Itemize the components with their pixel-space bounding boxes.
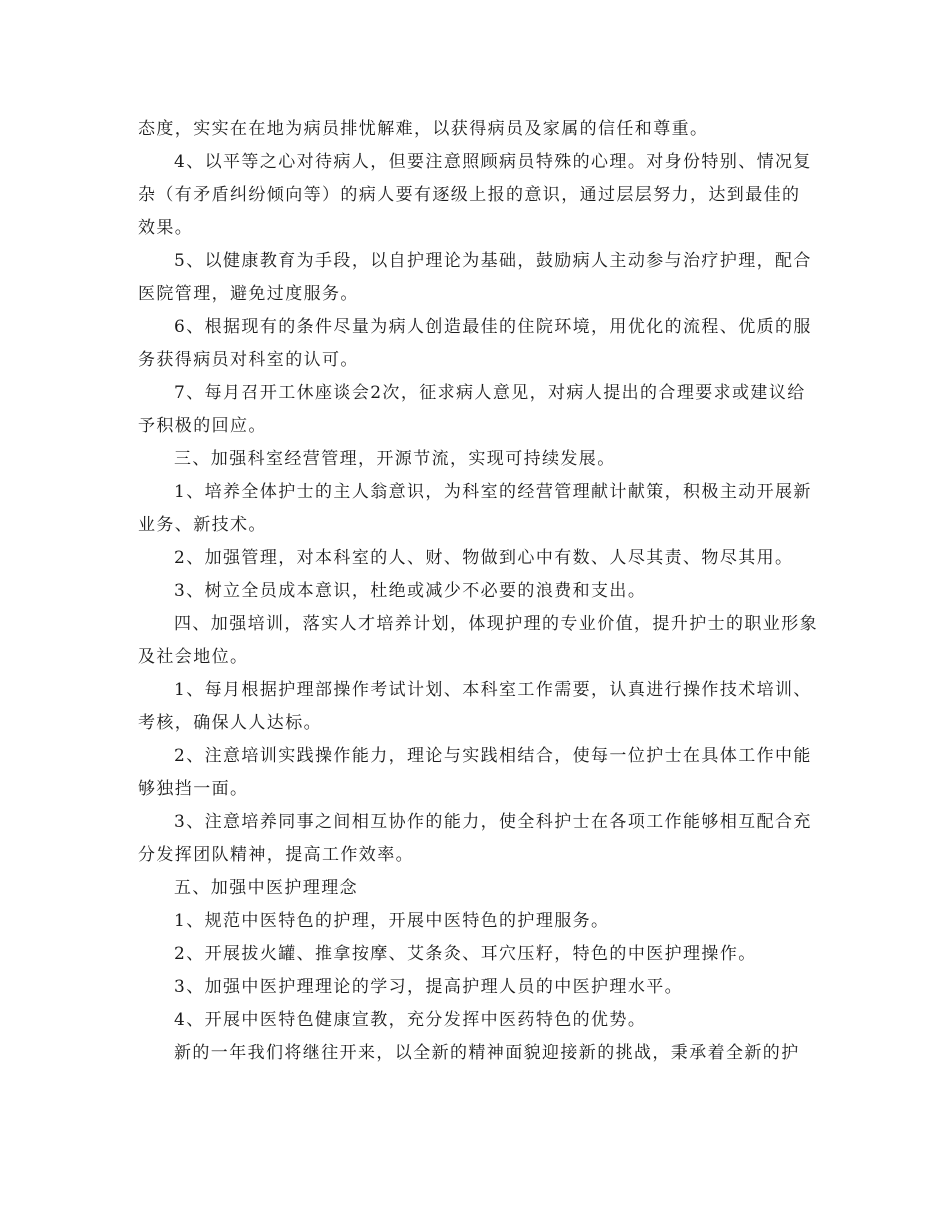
paragraph-14: 1、规范中医特色的护理，开展中医特色的护理服务。 [174,911,610,931]
paragraph-18: 新的一年我们将继往开来，以全新的精神面貌迎接新的挑战，秉承着全新的护 [174,1043,800,1063]
paragraph-16: 3、加强中医护理理论的学习，提高护理人员的中医护理水平。 [174,977,684,997]
paragraph-15: 2、开展拔火罐、推拿按摩、艾条灸、耳穴压籽，特色的中医护理操作。 [174,944,757,964]
paragraph-0: 态度，实实在在地为病员排忧解难，以获得病员及家属的信任和尊重。 [138,119,709,139]
paragraph-11: 2、注意培训实践操作能力，理论与实践相结合，使每一位护士在具体工作中能够独挡一面。 [138,746,812,799]
document-body [138,113,818,1070]
paragraph-3: 6、根据现有的条件尽量为病人创造最佳的住院环境，用优化的流程、优质的服务获得病员对科室的认可。 [138,317,812,370]
paragraph-6: 1、培养全体护士的主人翁意识，为科室的经营管理献计献策，积极主动开展新业务、新技术。 [138,482,812,535]
section-heading-4: 四、加强培训，落实人才培养计划，体现护理的专业价值，提升护士的职业形象及社会地位。 [138,614,818,667]
section-heading-5: 五、加强中医护理理念 [174,878,358,898]
paragraph-4: 7、每月召开工休座谈会2次，征求病人意见，对病人提出的合理要求或建议给予积极的回应。 [138,383,806,436]
paragraph-1: 4、以平等之心对待病人，但要注意照顾病员特殊的心理。对身份特别、情况复杂（有矛盾纠纷倾向等）的病人要有逐级上报的意识，通过层层努力，达到最佳的效果。 [138,152,812,238]
paragraph-10: 1、每月根据护理部操作考试计划、本科室工作需要，认真进行操作技术培训、考核，确保人人达标。 [138,680,812,733]
paragraph-2: 5、以健康教育为手段，以自护理论为基础，鼓励病人主动参与治疗护理，配合医院管理，避免过度服务。 [138,251,812,304]
section-heading-3: 三、加强科室经营管理，开源节流，实现可持续发展。 [174,449,616,469]
paragraph-17: 4、开展中医特色健康宣教，充分发挥中医药特色的优势。 [174,1010,647,1030]
paragraph-12: 3、注意培养同事之间相互协作的能力，使全科护士在各项工作能够相互配合充分发挥团队精神，提高工作效率。 [138,812,812,865]
paragraph-7: 2、加强管理，对本科室的人、财、物做到心中有数、人尽其责、物尽其用。 [174,548,794,568]
paragraph-8: 3、树立全员成本意识，杜绝或减少不必要的浪费和支出。 [174,581,647,601]
